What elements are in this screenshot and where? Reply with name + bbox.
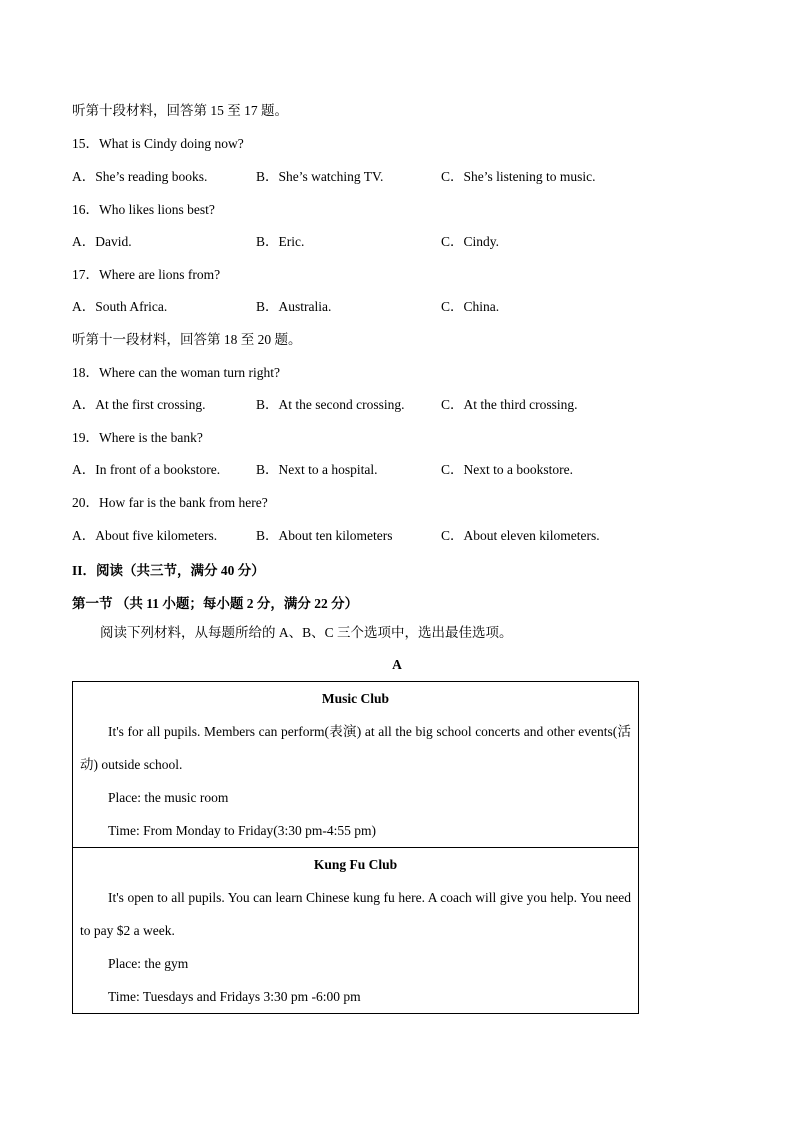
reading-heading: II．阅读（共三节，满分 40 分） [72, 563, 265, 578]
q18-option-a: A．At the first crossing. [72, 397, 206, 412]
q17-option-c: C．China. [441, 299, 500, 314]
question-18: 18．Where can the woman turn right? [72, 365, 281, 380]
kungfu-club-place: Place: the gym [108, 956, 189, 971]
q16-option-b: B．Eric. [256, 234, 305, 249]
kungfu-club-row [73, 848, 639, 1014]
q19-option-b: B．Next to a hospital. [256, 462, 378, 477]
q18-option-b: B．At the second crossing. [256, 397, 405, 412]
kungfu-club-time: Time: Tuesdays and Fridays 3:30 pm -6:00 pm [108, 989, 361, 1004]
q20-option-c: C．About eleven kilometers. [441, 528, 600, 543]
q15-option-a: A．She’s reading books. [72, 169, 208, 184]
music-club-time: Time: From Monday to Friday(3:30 pm-4:55 pm) [108, 823, 377, 838]
music-club-title: Music Club [321, 691, 390, 706]
q19-option-a: A．In front of a bookstore. [72, 462, 221, 477]
part11-intro: 听第十一段材料，回答第 18 至 20 题。 [72, 332, 302, 347]
question-17: 17．Where are lions from? [72, 267, 221, 282]
q16-option-c: C．Cindy. [441, 234, 500, 249]
q20-option-a: A．About five kilometers. [72, 528, 218, 543]
question-15: 15．What is Cindy doing now? [72, 136, 244, 151]
q18-option-c: C．At the third crossing. [441, 397, 578, 412]
question-20: 20．How far is the bank from here? [72, 495, 268, 510]
clubs-table [72, 681, 639, 1014]
q15-option-c: C．She’s listening to music. [441, 169, 596, 184]
music-club-cell [73, 682, 639, 848]
reading-instruction: 阅读下列材料，从每题所给的 A、B、C 三个选项中，选出最佳选项。 [100, 625, 513, 640]
question-16: 16．Who likes lions best? [72, 202, 215, 217]
q17-option-a: A．South Africa. [72, 299, 168, 314]
passage-label: A [392, 657, 402, 672]
kungfu-club-title: Kung Fu Club [313, 857, 398, 872]
q19-option-c: C．Next to a bookstore. [441, 462, 573, 477]
part10-intro: 听第十段材料，回答第 15 至 17 题。 [72, 103, 288, 118]
q16-option-a: A．David. [72, 234, 132, 249]
kungfu-club-cell [73, 848, 639, 1014]
kungfu-club-desc: It's open to all pupils. You can learn Chinese kung fu here. A coach will give you help. You need to pay $2 a week. [80, 890, 631, 938]
q20-option-b: B．About ten kilometers [256, 528, 393, 543]
music-club-place: Place: the music room [108, 790, 229, 805]
music-club-desc: It's for all pupils. Members can perform(表演) at all the big school concerts and other events(活动) outside school. [80, 724, 631, 772]
music-club-row [73, 682, 639, 848]
q15-option-b: B．She’s watching TV. [256, 169, 384, 184]
section1-heading: 第一节 （共 11 小题；每小题 2 分，满分 22 分） [72, 596, 359, 611]
question-19: 19．Where is the bank? [72, 430, 203, 445]
q17-option-b: B．Australia. [256, 299, 332, 314]
